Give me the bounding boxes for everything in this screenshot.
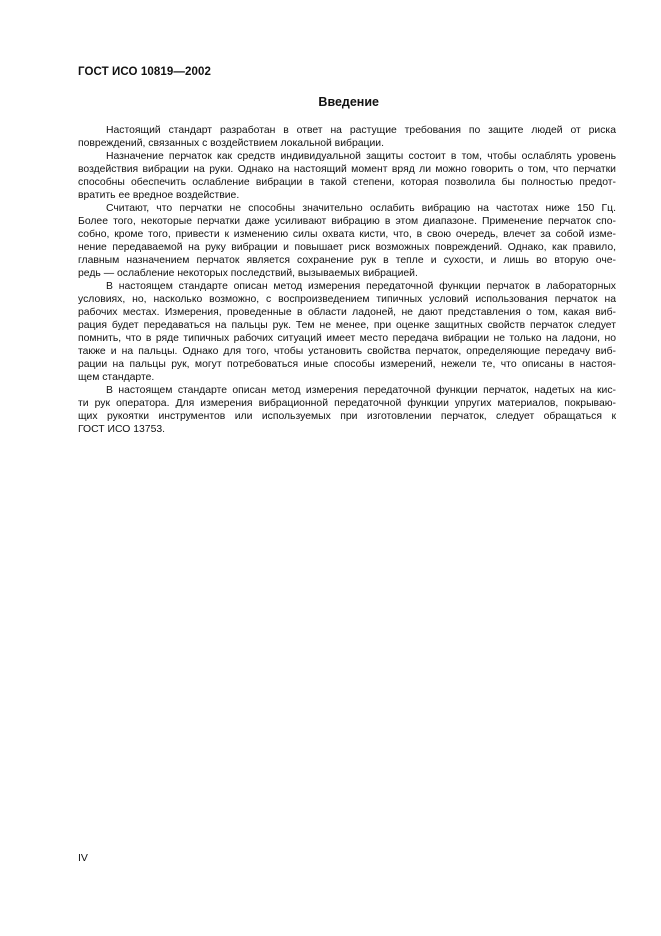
paragraph-line: рации на пальцы рук, могут потребоваться иные способы измерений, нежели те, что описаны в настоя- [78, 359, 616, 370]
paragraph-line: главным назначением перчаток является сохранение рук в тепле и сухости, и лишь во вторую оче- [78, 255, 616, 266]
paragraph-line: Настоящий стандарт разработан в ответ на растущие требования по защите людей от риска [106, 125, 616, 136]
paragraph-line: рабочих местах. Измерения, проведенные в области ладоней, не дают представления о том, какая виб- [78, 307, 616, 318]
paragraph-line: В настоящем стандарте описан метод измерения передаточной функции перчаток в лабораторных [106, 281, 616, 292]
paragraph-line: ГОСТ ИСО 13753. [78, 424, 166, 435]
document-header: ГОСТ ИСО 10819—2002 [78, 66, 211, 78]
section-title [78, 95, 616, 109]
paragraph-line: В настоящем стандарте описан метод измерения передаточной функции перчаток, надетых на кис- [106, 385, 616, 396]
page-number: IV [78, 852, 88, 864]
paragraph-line: также и на пальцы. Однако для того, чтобы установить свойства перчаток, определяющие передачу виб- [78, 346, 616, 357]
section-title-text: Введение [318, 95, 379, 109]
paragraph-line: щем стандарте. [78, 372, 155, 383]
paragraph-line: нение передаваемой на руку вибрации и повышает риск возможных повреждений. Однако, как правило, [78, 242, 616, 253]
paragraph-line: воздействия вибрации на руки. Однако на настоящий момент вряд ли можно говорить о том, что перчатки [78, 164, 616, 175]
paragraph [78, 124, 616, 150]
paragraph-line: вратить ее вредное воздействие. [78, 190, 240, 201]
paragraph-line: Более того, некоторые перчатки даже усиливают вибрацию в этом диапазоне. Применение перчаток спо- [78, 216, 616, 227]
paragraph-line: способны обеспечить ослабление вибрации в такой степени, которая позволила бы полностью предот- [78, 177, 616, 188]
introduction-body [78, 124, 616, 436]
paragraph-line: условиях, но, насколько возможно, с воспроизведением типичных условий использования перчаток на [78, 294, 616, 305]
paragraph-line: повреждений, связанных с воздействием локальной вибрации. [78, 138, 384, 149]
paragraph-line: Назначение перчаток как средств индивидуальной защиты состоит в том, чтобы ослаблять уровень [106, 151, 616, 162]
paragraph [78, 150, 616, 202]
paragraph-line: помнить, что в ряде типичных рабочих ситуаций имеет место передача вибрации не только на ладони, но [78, 333, 616, 344]
paragraph-line: ти рук оператора. Для измерения вибрационной передаточной функции упругих материалов, покрываю- [78, 398, 616, 409]
paragraph [78, 384, 616, 436]
paragraph [78, 280, 616, 384]
paragraph-line: щих рукоятки инструментов или используемых при изготовлении перчаток, следует обращаться к [78, 411, 616, 422]
paragraph-line: собно, кроме того, привести к изменению силы охвата кисти, что, в свою очередь, влечет за собой изме- [78, 229, 616, 240]
paragraph-line: Считают, что перчатки не способны значительно ослабить вибрацию на частотах ниже 150 Гц. [106, 203, 616, 214]
paragraph-line: редь — ослабление некоторых последствий, вызываемых вибрацией. [78, 268, 418, 279]
paragraph-line: рация будет передаваться на пальцы рук. Тем не менее, при оценке защитных свойств перчаток следует [78, 320, 616, 331]
paragraph [78, 202, 616, 280]
